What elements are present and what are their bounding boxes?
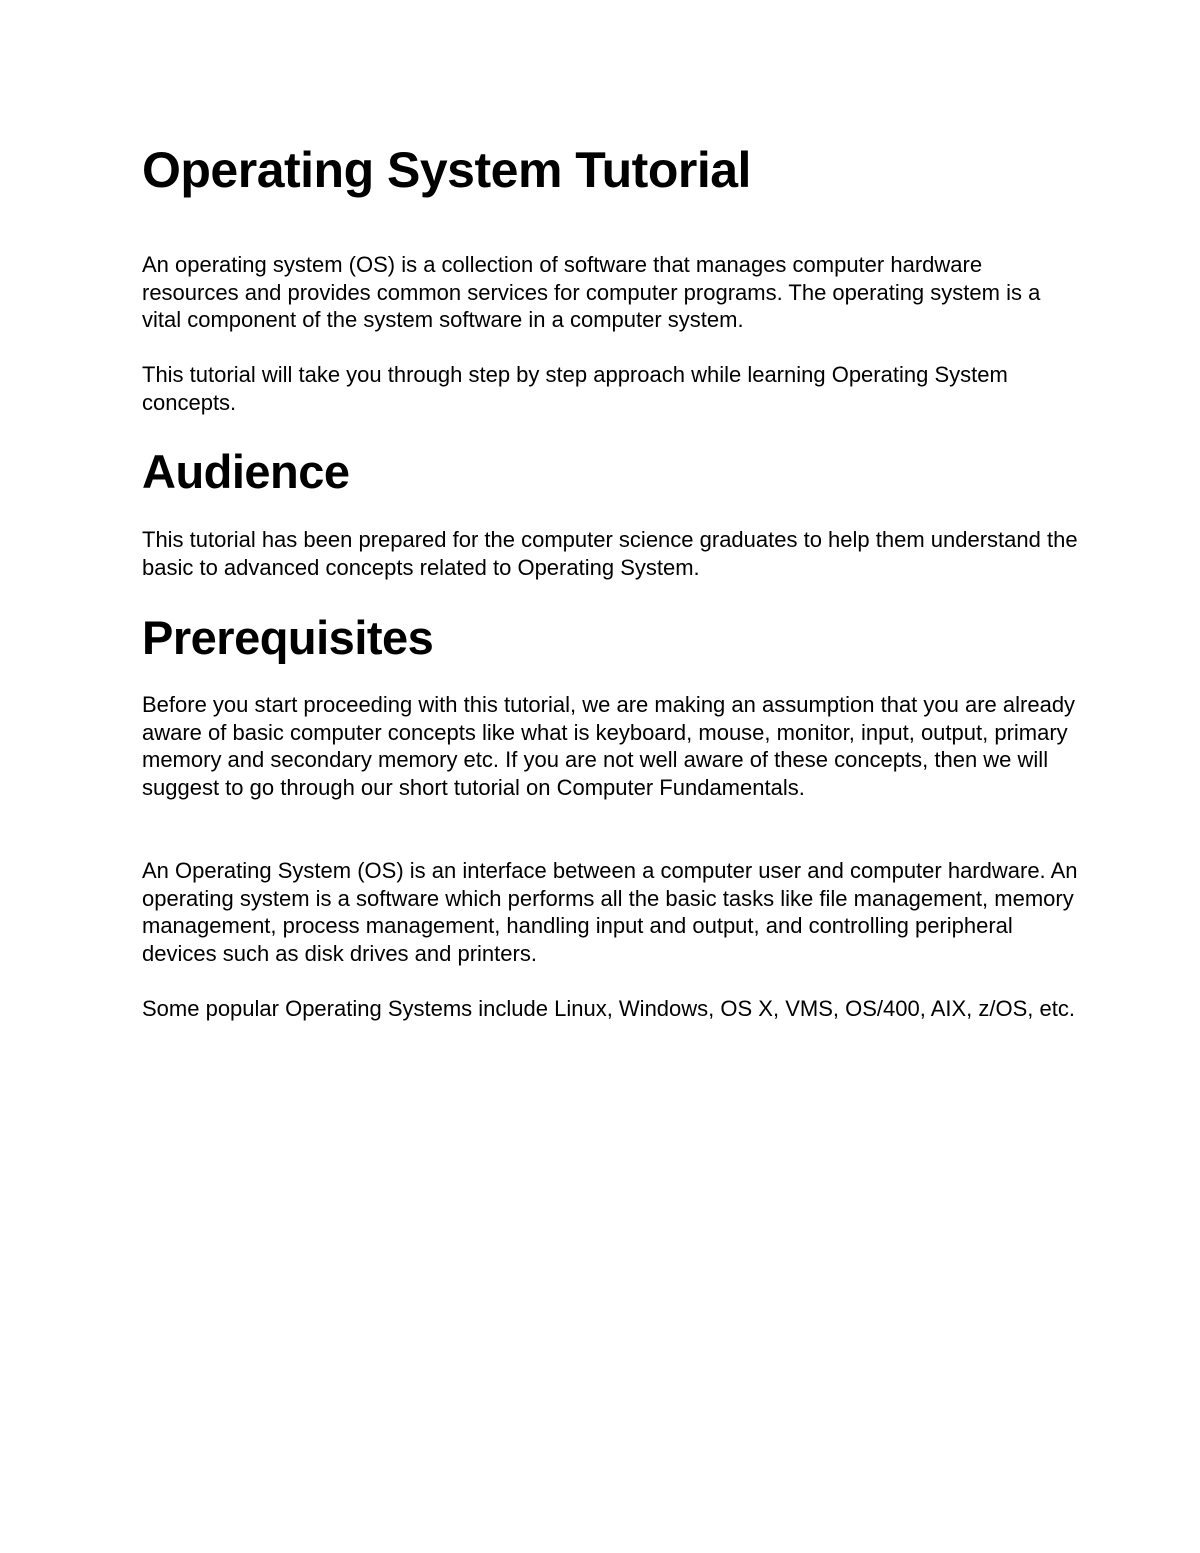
prerequisites-paragraph-3: Some popular Operating Systems include Linux, Windows, OS X, VMS, OS/400, AIX, z/OS, etc. — [142, 996, 1075, 1021]
intro-paragraph-1: An operating system (OS) is a collection of software that manages computer hardware resources and provides common services for computer programs. The operating system is a vital component of the system software in a computer system. — [142, 252, 1041, 332]
intro-paragraph-2: This tutorial will take you through step by step approach while learning Operating System concepts. — [142, 362, 1008, 415]
audience-heading: Audience — [142, 445, 350, 498]
prerequisites-heading: Prerequisites — [142, 611, 434, 664]
audience-paragraph: This tutorial has been prepared for the computer science graduates to help them understand the basic to advanced concepts related to Operating System. — [142, 527, 1078, 580]
page-title: Operating System Tutorial — [142, 142, 751, 198]
prerequisites-paragraph-2: An Operating System (OS) is an interface between a computer user and computer hardware. An operating system is a software which performs all the basic tasks like file management, memory management, process management, handling input and output, and controlling peripheral devices such as disk drives and printers. — [142, 858, 1078, 966]
prerequisites-paragraph-1: Before you start proceeding with this tutorial, we are making an assumption that you are already aware of basic computer concepts like what is keyboard, mouse, monitor, input, output, primary memory and secondary memory etc. If you are not well aware of these concepts, then we will suggest to go through our short tutorial on Computer Fundamentals. — [142, 692, 1076, 800]
